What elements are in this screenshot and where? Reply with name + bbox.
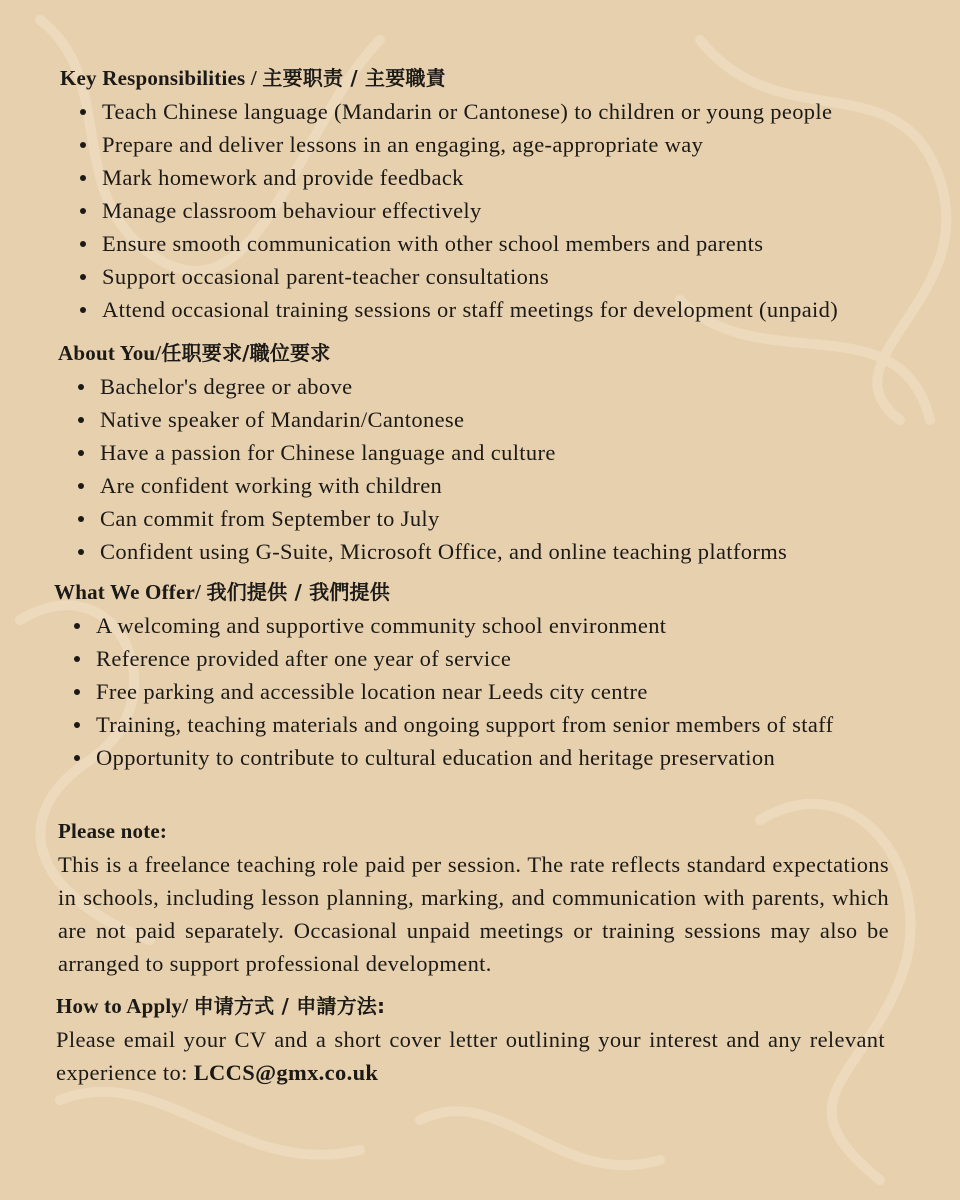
section-heading: Key Responsibilities / 主要职责 / 主要職責 xyxy=(60,66,446,90)
list-item: Bachelor's degree or above xyxy=(58,370,928,403)
how-to-apply-section xyxy=(56,990,885,1089)
list-item: Have a passion for Chinese language and culture xyxy=(58,436,928,469)
key-responsibilities-section xyxy=(60,62,930,326)
requirements-list xyxy=(58,370,928,568)
section-heading: What We Offer/ 我们提供 / 我們提供 xyxy=(54,580,390,604)
list-item: Confident using G-Suite, Microsoft Office, and online teaching platforms xyxy=(58,535,928,568)
section-heading: About You/任职要求/職位要求 xyxy=(58,341,331,365)
list-item: Opportunity to contribute to cultural education and heritage preservation xyxy=(54,741,888,774)
offer-list xyxy=(54,609,888,774)
list-item: Are confident working with children xyxy=(58,469,928,502)
list-item: Free parking and accessible location near Leeds city centre xyxy=(54,675,888,708)
list-item: Support occasional parent-teacher consultations xyxy=(60,260,930,293)
list-item: Native speaker of Mandarin/Cantonese xyxy=(58,403,928,436)
list-item: Can commit from September to July xyxy=(58,502,928,535)
list-item: Mark homework and provide feedback xyxy=(60,161,930,194)
section-heading: Please note: xyxy=(58,819,168,843)
list-item: Attend occasional training sessions or staff meetings for development (unpaid) xyxy=(60,293,930,326)
list-item: Manage classroom behaviour effectively xyxy=(60,194,930,227)
responsibilities-list xyxy=(60,95,930,326)
list-item: A welcoming and supportive community school environment xyxy=(54,609,888,642)
apply-text: Please email your CV and a short cover letter outlining your interest and any relevant experience to: xyxy=(56,1027,885,1085)
list-item: Teach Chinese language (Mandarin or Cantonese) to children or young people xyxy=(60,95,930,128)
apply-paragraph xyxy=(56,1023,885,1089)
please-note-section xyxy=(58,815,889,980)
section-heading: How to Apply/ 申请方式 / 申請方法: xyxy=(56,994,386,1018)
about-you-section xyxy=(58,337,928,568)
contact-email-link[interactable]: LCCS@gmx.co.uk xyxy=(193,1060,379,1085)
list-item: Ensure smooth communication with other school members and parents xyxy=(60,227,930,260)
list-item: Training, teaching materials and ongoing support from senior members of staff xyxy=(54,708,888,741)
what-we-offer-section xyxy=(54,576,888,774)
note-paragraph: This is a freelance teaching role paid per session. The rate reflects standard expectations in schools, including lesson planning, marking, and communication with parents, which are not paid separately. Occasional unpaid meetings or training sessions may also be arranged to support professional development. xyxy=(58,852,889,976)
list-item: Prepare and deliver lessons in an engaging, age-appropriate way xyxy=(60,128,930,161)
list-item: Reference provided after one year of service xyxy=(54,642,888,675)
